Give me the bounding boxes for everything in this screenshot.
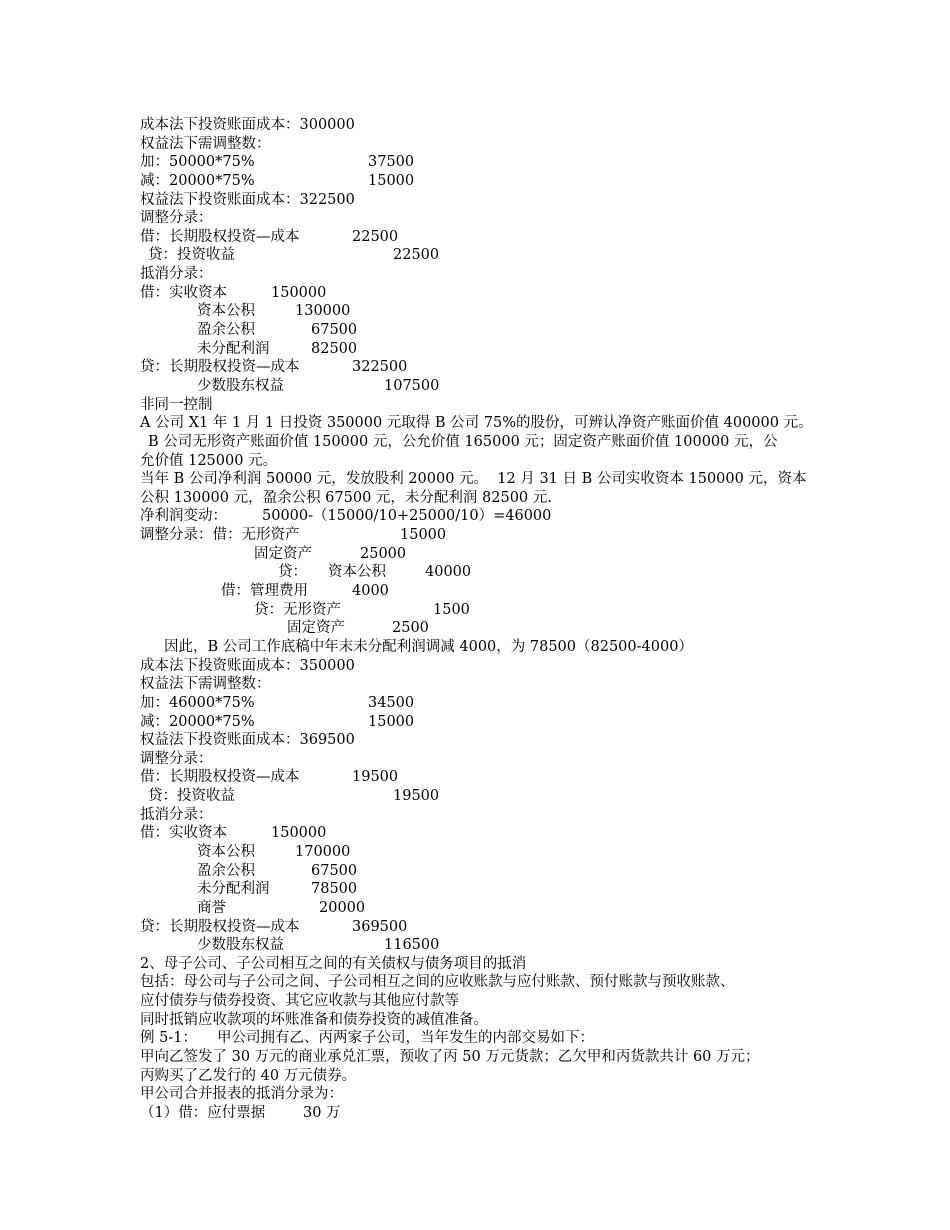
amount: 22500 (393, 247, 440, 264)
line-text: 抵消分录： (140, 806, 213, 823)
amount: 322500 (352, 359, 408, 376)
text-line (0, 1048, 950, 1067)
line-text: 净利润变动： (140, 508, 227, 525)
line-text: 固定资产 (287, 620, 345, 637)
line-text: 调整分录： (140, 750, 213, 767)
line-text: 甲向乙签发了 30 万元的商业承兑汇票，预收了丙 50 万元货款；乙欠甲和丙货款共计 60 万元； (140, 1049, 760, 1066)
text-line (0, 1029, 950, 1048)
line-text: 甲公司合并报表的抵消分录为： (140, 1086, 343, 1103)
amount: 107500 (384, 377, 440, 394)
text-line (0, 899, 950, 918)
amount: 15000 (368, 172, 415, 189)
amount: 15000 (400, 527, 447, 544)
line-text: 加：50000*75% (140, 154, 255, 171)
text-line (0, 731, 950, 750)
text-line (0, 843, 950, 862)
text-line (0, 321, 950, 340)
text-line (0, 116, 950, 135)
text-line (0, 1085, 950, 1104)
text-line (0, 433, 950, 452)
line-text: 抵消分录： (140, 266, 213, 283)
text-line (0, 228, 950, 247)
line-text: 盈余公积 (197, 862, 255, 879)
amount: 67500 (311, 862, 358, 879)
text-line (0, 601, 950, 620)
text-line (0, 713, 950, 732)
text-line (0, 768, 950, 787)
line-text: 调整分录：借：无形资产 (140, 527, 300, 544)
line-text: （1）借：应付票据 (140, 1104, 266, 1121)
line-text: 权益法下投资账面成本：322500 (140, 191, 355, 208)
text-line (0, 377, 950, 396)
line-text: 权益法下需调整数： (140, 676, 271, 693)
line-text: 同时抵销应收款项的坏账准备和债券投资的减值准备。 (140, 1011, 488, 1028)
line-text: 权益法下投资账面成本：369500 (140, 732, 355, 749)
line-text: 少数股东权益 (197, 937, 284, 954)
line-text: 商誉 (197, 899, 226, 916)
text-line (0, 396, 950, 415)
text-line (0, 191, 950, 210)
text-line (0, 750, 950, 769)
text-line (0, 992, 950, 1011)
amount: 30 万 (303, 1104, 341, 1121)
text-line (0, 675, 950, 694)
line-text: 2、母子公司、子公司相互之间的有关债权与债务项目的抵消 (140, 955, 527, 972)
line-text: 例 5-1： (140, 1030, 197, 1047)
line-text: 盈余公积 (197, 322, 255, 339)
text-line (0, 1104, 950, 1123)
amount: 170000 (295, 843, 351, 860)
line-text: 因此，B 公司工作底稿中年末未分配利润调减 4000，为 78500（82500-4000） (164, 638, 693, 655)
amount: 1500 (433, 601, 470, 618)
amount: 20000 (319, 899, 366, 916)
text-line (0, 246, 950, 265)
text-line (0, 619, 950, 638)
line-text: 资本公积 (328, 564, 386, 581)
amount: 40000 (425, 564, 472, 581)
line-text: 借：管理费用 (221, 583, 308, 600)
text-line (0, 918, 950, 937)
text-line (0, 526, 950, 545)
line-text: 贷：长期股权投资—成本 (140, 359, 300, 376)
text-line (0, 563, 950, 582)
line-text: 当年 B 公司净利润 50000 元，发放股利 20000 元。 12 月 31 日 B 公司实收资本 150000 元，资本 (140, 471, 807, 488)
amount: 15000 (368, 713, 415, 730)
line-text: 借：长期股权投资—成本 (140, 769, 300, 786)
line-text: 丙购买了乙发行的 40 万元债券。 (140, 1067, 357, 1084)
text-line (0, 302, 950, 321)
line-text: 非同一控制 (140, 396, 213, 413)
text-line (0, 284, 950, 303)
line-text: A 公司 X1 年 1 月 1 日投资 350000 元取得 B 公司 75%的股份，可辨认净资产账面价值 400000 元。 (140, 415, 813, 432)
line-text: 加：46000*75% (140, 694, 255, 711)
amount: 37500 (368, 154, 415, 171)
line-text: 贷：投资收益 (148, 247, 235, 264)
line-text: 贷：长期股权投资—成本 (140, 918, 300, 935)
text-line (0, 824, 950, 843)
text-line (0, 657, 950, 676)
line-text: 资本公积 (197, 303, 255, 320)
line-text: 固定资产 (254, 545, 312, 562)
amount: 19500 (352, 769, 399, 786)
line-text: 资本公积 (197, 843, 255, 860)
line-text: 借：实收资本 (140, 284, 227, 301)
amount: 150000 (271, 284, 327, 301)
line-text: 借：长期股权投资—成本 (140, 228, 300, 245)
line-text: 未分配利润 (197, 881, 270, 898)
line-text: B 公司无形资产账面价值 150000 元，公允价值 165000 元；固定资产账面价值 100000 元，公 (148, 433, 778, 450)
line-text: 贷： (278, 564, 307, 581)
text-line (0, 955, 950, 974)
amount: 2500 (392, 620, 429, 637)
text-line (0, 452, 950, 471)
line-text: 甲公司拥有乙、丙两家子公司，当年发生的内部交易如下： (217, 1030, 594, 1047)
amount: 369500 (352, 918, 408, 935)
line-text: 成本法下投资账面成本：300000 (140, 117, 355, 133)
line-text: 包括：母公司与子公司之间、子公司相互之间的应收账款与应付账款、预付账款与预收账款、 (140, 974, 735, 991)
text-line (0, 880, 950, 899)
line-text: 借：实收资本 (140, 825, 227, 842)
text-line (0, 414, 950, 433)
text-line (0, 787, 950, 806)
amount: 25000 (360, 545, 407, 562)
line-text: 减：20000*75% (140, 713, 255, 730)
text-line (0, 545, 950, 564)
line-text: 权益法下需调整数： (140, 135, 271, 152)
line-text: 成本法下投资账面成本：350000 (140, 657, 355, 674)
text-line (0, 172, 950, 191)
amount: 67500 (311, 322, 358, 339)
line-text: 贷：无形资产 (254, 601, 341, 618)
line-text: 允价值 125000 元。 (140, 452, 278, 469)
line-text: 贷：投资收益 (148, 788, 235, 805)
amount: 150000 (271, 825, 327, 842)
text-line (0, 862, 950, 881)
text-line (0, 153, 950, 172)
text-line (0, 340, 950, 359)
line-text: 减：20000*75% (140, 172, 255, 189)
text-line (0, 1011, 950, 1030)
text-line (0, 265, 950, 284)
amount: 22500 (352, 228, 399, 245)
amount: 78500 (311, 881, 358, 898)
text-line (0, 638, 950, 657)
text-line (0, 358, 950, 377)
line-text: 未分配利润 (197, 340, 270, 357)
text-line (0, 135, 950, 154)
text-line (0, 936, 950, 955)
amount: 19500 (393, 788, 440, 805)
text-line (0, 507, 950, 526)
text-line (0, 582, 950, 601)
line-text: 调整分录： (140, 210, 213, 227)
line-text: 少数股东权益 (197, 377, 284, 394)
text-line (0, 209, 950, 228)
amount: 130000 (295, 303, 351, 320)
line-text: 应付债券与债券投资、其它应收款与其他应付款等 (140, 993, 459, 1010)
amount: 34500 (368, 694, 415, 711)
text-line (0, 694, 950, 713)
amount: 4000 (352, 583, 389, 600)
document-page (0, 116, 950, 1123)
formula: 50000-（15000/10+25000/10）=46000 (262, 508, 552, 525)
text-line (0, 470, 950, 489)
line-text: 公积 130000 元，盈余公积 67500 元，未分配利润 82500 元. (140, 489, 552, 506)
text-line (0, 1067, 950, 1086)
text-line (0, 806, 950, 825)
amount: 82500 (311, 340, 358, 357)
text-line (0, 973, 950, 992)
amount: 116500 (384, 937, 440, 954)
text-line (0, 489, 950, 508)
